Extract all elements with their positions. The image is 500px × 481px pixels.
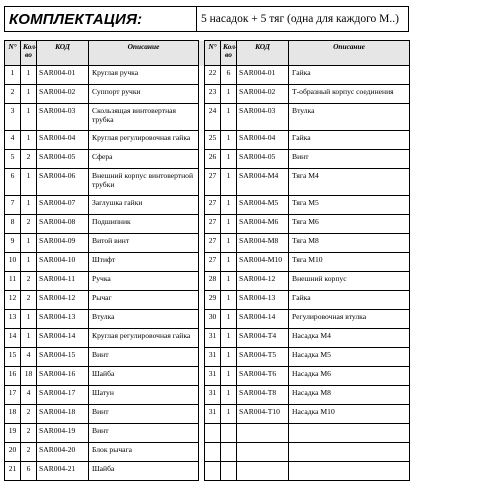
table-row — [5, 386, 410, 405]
cell-left-qty: 2 — [21, 443, 37, 462]
cell-right-qty: 1 — [221, 272, 237, 291]
cell-right-code: SAR004-M10 — [237, 253, 289, 272]
cell-right-desc: Гайка — [289, 131, 410, 150]
cell-right-num: 25 — [205, 131, 221, 150]
cell-left-code: SAR004-09 — [37, 234, 89, 253]
cell-right-desc: Насадка M4 — [289, 329, 410, 348]
cell-right-code: SAR004-T4 — [237, 329, 289, 348]
cell-right-desc: Регулировочная втулка — [289, 310, 410, 329]
cell-left-code: SAR004-16 — [37, 367, 89, 386]
cell-left-num: 5 — [5, 150, 21, 169]
cell-right-num — [205, 443, 221, 462]
cell-left-qty: 2 — [21, 405, 37, 424]
cell-right-qty: 1 — [221, 386, 237, 405]
cell-right-qty: 1 — [221, 150, 237, 169]
table-row — [5, 150, 410, 169]
cell-left-desc: Шайба — [89, 462, 199, 481]
col-qty-right: Кол-во — [221, 41, 237, 66]
cell-left-desc: Штифт — [89, 253, 199, 272]
cell-left-code: SAR004-15 — [37, 348, 89, 367]
cell-left-code: SAR004-13 — [37, 310, 89, 329]
cell-right-code: SAR004-M5 — [237, 196, 289, 215]
cell-left-num: 10 — [5, 253, 21, 272]
cell-right-num: 22 — [205, 66, 221, 85]
cell-left-desc: Скользящая винтовертная трубка — [89, 104, 199, 131]
cell-right-code — [237, 443, 289, 462]
cell-right-num: 31 — [205, 386, 221, 405]
cell-left-num: 11 — [5, 272, 21, 291]
cell-right-desc: Внешний корпус — [289, 272, 410, 291]
cell-left-code: SAR004-01 — [37, 66, 89, 85]
cell-right-code: SAR004-T10 — [237, 405, 289, 424]
cell-left-qty: 1 — [21, 329, 37, 348]
cell-left-code: SAR004-02 — [37, 85, 89, 104]
cell-right-code — [237, 424, 289, 443]
table-row — [5, 253, 410, 272]
cell-right-num — [205, 424, 221, 443]
cell-right-desc: Насадка M10 — [289, 405, 410, 424]
col-desc-right: Описание — [289, 41, 410, 66]
cell-right-num: 27 — [205, 253, 221, 272]
cell-right-qty: 1 — [221, 310, 237, 329]
cell-right-desc: Тяга M6 — [289, 215, 410, 234]
cell-right-code: SAR004-M6 — [237, 215, 289, 234]
cell-right-code: SAR004-T5 — [237, 348, 289, 367]
kit-title: КОМПЛЕКТАЦИЯ: — [5, 7, 197, 32]
cell-right-desc: Тяга M8 — [289, 234, 410, 253]
col-qty-left: Кол-во — [21, 41, 37, 66]
cell-left-num: 1 — [5, 66, 21, 85]
cell-right-num: 29 — [205, 291, 221, 310]
cell-left-desc: Внешний корпус винтовертной трубки — [89, 169, 199, 196]
cell-left-num: 12 — [5, 291, 21, 310]
cell-right-code: SAR004-M8 — [237, 234, 289, 253]
cell-left-qty: 2 — [21, 215, 37, 234]
cell-left-code: SAR004-07 — [37, 196, 89, 215]
cell-right-qty: 1 — [221, 85, 237, 104]
cell-left-desc: Винт — [89, 405, 199, 424]
cell-left-qty: 1 — [21, 196, 37, 215]
col-code-left: КОД — [37, 41, 89, 66]
cell-right-desc: Тяга M5 — [289, 196, 410, 215]
cell-left-qty: 1 — [21, 104, 37, 131]
cell-left-num: 2 — [5, 85, 21, 104]
table-row — [5, 367, 410, 386]
cell-right-code: SAR004-T8 — [237, 386, 289, 405]
cell-right-qty — [221, 443, 237, 462]
cell-right-qty — [221, 424, 237, 443]
cell-left-desc: Круглая ручка — [89, 66, 199, 85]
cell-left-code: SAR004-11 — [37, 272, 89, 291]
cell-right-desc: Гайка — [289, 66, 410, 85]
cell-left-qty: 2 — [21, 291, 37, 310]
table-row — [5, 85, 410, 104]
cell-left-num: 17 — [5, 386, 21, 405]
parts-table — [4, 40, 410, 481]
cell-right-desc: Гайка — [289, 291, 410, 310]
cell-right-num: 30 — [205, 310, 221, 329]
cell-left-num: 13 — [5, 310, 21, 329]
cell-right-qty: 6 — [221, 66, 237, 85]
cell-right-num: 31 — [205, 367, 221, 386]
cell-left-num: 21 — [5, 462, 21, 481]
cell-left-qty: 18 — [21, 367, 37, 386]
cell-right-num: 28 — [205, 272, 221, 291]
cell-left-qty: 4 — [21, 348, 37, 367]
cell-left-num: 6 — [5, 169, 21, 196]
cell-right-code: SAR004-05 — [237, 150, 289, 169]
cell-left-desc: Витой винт — [89, 234, 199, 253]
cell-left-desc: Втулка — [89, 310, 199, 329]
cell-left-desc: Винт — [89, 424, 199, 443]
cell-right-num: 27 — [205, 196, 221, 215]
cell-right-code: SAR004-T6 — [237, 367, 289, 386]
cell-left-desc: Шайба — [89, 367, 199, 386]
cell-right-qty: 1 — [221, 196, 237, 215]
cell-left-num: 9 — [5, 234, 21, 253]
table-header-row — [5, 41, 410, 66]
table-row — [5, 329, 410, 348]
cell-right-desc: Насадка M5 — [289, 348, 410, 367]
cell-left-code: SAR004-19 — [37, 424, 89, 443]
cell-left-num: 16 — [5, 367, 21, 386]
table-row — [5, 348, 410, 367]
cell-left-qty: 2 — [21, 150, 37, 169]
cell-right-qty: 1 — [221, 329, 237, 348]
cell-left-desc: Круглая регулировочная гайка — [89, 131, 199, 150]
cell-left-qty: 1 — [21, 169, 37, 196]
cell-left-qty: 1 — [21, 253, 37, 272]
cell-right-num: 31 — [205, 405, 221, 424]
cell-right-code: SAR004-02 — [237, 85, 289, 104]
table-row — [5, 66, 410, 85]
cell-right-desc: Втулка — [289, 104, 410, 131]
cell-right-desc — [289, 443, 410, 462]
cell-right-code: SAR004-13 — [237, 291, 289, 310]
cell-left-desc: Круглая регулировочная гайка — [89, 329, 199, 348]
cell-right-qty: 1 — [221, 169, 237, 196]
kit-header — [4, 6, 409, 32]
cell-right-desc: Т-образный корпус соединения — [289, 85, 410, 104]
cell-left-desc: Блок рычага — [89, 443, 199, 462]
kit-contents: 5 насадок + 5 тяг (одна для каждого М..) — [197, 7, 409, 32]
table-row — [5, 215, 410, 234]
table-row — [5, 443, 410, 462]
cell-left-num: 18 — [5, 405, 21, 424]
cell-left-code: SAR004-18 — [37, 405, 89, 424]
cell-left-qty: 1 — [21, 310, 37, 329]
cell-right-num: 27 — [205, 215, 221, 234]
cell-left-num: 4 — [5, 131, 21, 150]
cell-right-num: 31 — [205, 329, 221, 348]
cell-left-desc: Винт — [89, 348, 199, 367]
table-row — [5, 310, 410, 329]
cell-right-qty: 1 — [221, 215, 237, 234]
cell-left-num: 20 — [5, 443, 21, 462]
table-row — [5, 169, 410, 196]
cell-right-qty: 1 — [221, 234, 237, 253]
cell-right-num: 31 — [205, 348, 221, 367]
cell-right-code: SAR004-03 — [237, 104, 289, 131]
cell-left-num: 15 — [5, 348, 21, 367]
table-row — [5, 272, 410, 291]
cell-right-desc: Тяга M4 — [289, 169, 410, 196]
cell-left-qty: 1 — [21, 234, 37, 253]
cell-right-code: SAR004-04 — [237, 131, 289, 150]
cell-left-qty: 4 — [21, 386, 37, 405]
cell-left-code: SAR004-05 — [37, 150, 89, 169]
cell-left-code: SAR004-12 — [37, 291, 89, 310]
cell-right-qty: 1 — [221, 405, 237, 424]
col-desc-left: Описание — [89, 41, 199, 66]
cell-right-qty: 1 — [221, 348, 237, 367]
col-num-right: N° — [205, 41, 221, 66]
cell-left-num: 7 — [5, 196, 21, 215]
cell-left-desc: Заглушка гайки — [89, 196, 199, 215]
table-row — [5, 104, 410, 131]
cell-right-desc — [289, 424, 410, 443]
cell-left-code: SAR004-14 — [37, 329, 89, 348]
cell-right-code: SAR004-12 — [237, 272, 289, 291]
cell-right-code: SAR004-01 — [237, 66, 289, 85]
cell-right-desc: Насадка M6 — [289, 367, 410, 386]
cell-left-code: SAR004-06 — [37, 169, 89, 196]
cell-right-code — [237, 462, 289, 481]
table-row — [5, 291, 410, 310]
cell-right-num: 27 — [205, 234, 221, 253]
cell-left-num: 8 — [5, 215, 21, 234]
cell-left-qty: 1 — [21, 66, 37, 85]
cell-right-desc: Тяга M10 — [289, 253, 410, 272]
cell-right-num: 27 — [205, 169, 221, 196]
cell-left-desc: Сфера — [89, 150, 199, 169]
cell-right-num: 26 — [205, 150, 221, 169]
cell-right-code: SAR004-14 — [237, 310, 289, 329]
table-row — [5, 462, 410, 481]
cell-left-desc: Шатун — [89, 386, 199, 405]
cell-right-desc: Насадка M8 — [289, 386, 410, 405]
cell-left-qty: 6 — [21, 462, 37, 481]
cell-right-num: 24 — [205, 104, 221, 131]
cell-right-qty — [221, 462, 237, 481]
cell-left-code: SAR004-03 — [37, 104, 89, 131]
cell-left-code: SAR004-08 — [37, 215, 89, 234]
cell-left-num: 14 — [5, 329, 21, 348]
cell-left-code: SAR004-21 — [37, 462, 89, 481]
cell-left-desc: Рычаг — [89, 291, 199, 310]
cell-right-num — [205, 462, 221, 481]
col-num-left: N° — [5, 41, 21, 66]
cell-left-desc: Ручка — [89, 272, 199, 291]
table-row — [5, 196, 410, 215]
table-row — [5, 234, 410, 253]
cell-left-qty: 2 — [21, 272, 37, 291]
cell-right-desc: Винт — [289, 150, 410, 169]
cell-left-desc: Суппорт ручки — [89, 85, 199, 104]
cell-right-qty: 1 — [221, 131, 237, 150]
cell-left-qty: 1 — [21, 85, 37, 104]
table-row — [5, 405, 410, 424]
cell-right-desc — [289, 462, 410, 481]
cell-left-code: SAR004-10 — [37, 253, 89, 272]
cell-right-qty: 1 — [221, 367, 237, 386]
cell-left-code: SAR004-17 — [37, 386, 89, 405]
col-code-right: КОД — [237, 41, 289, 66]
cell-right-qty: 1 — [221, 291, 237, 310]
cell-left-num: 3 — [5, 104, 21, 131]
cell-left-num: 19 — [5, 424, 21, 443]
cell-right-qty: 1 — [221, 253, 237, 272]
cell-right-qty: 1 — [221, 104, 237, 131]
cell-left-qty: 2 — [21, 424, 37, 443]
cell-left-code: SAR004-20 — [37, 443, 89, 462]
cell-left-code: SAR004-04 — [37, 131, 89, 150]
table-row — [5, 131, 410, 150]
cell-left-desc: Подшипник — [89, 215, 199, 234]
cell-left-qty: 1 — [21, 131, 37, 150]
table-row — [5, 424, 410, 443]
cell-right-num: 23 — [205, 85, 221, 104]
cell-right-code: SAR004-M4 — [237, 169, 289, 196]
